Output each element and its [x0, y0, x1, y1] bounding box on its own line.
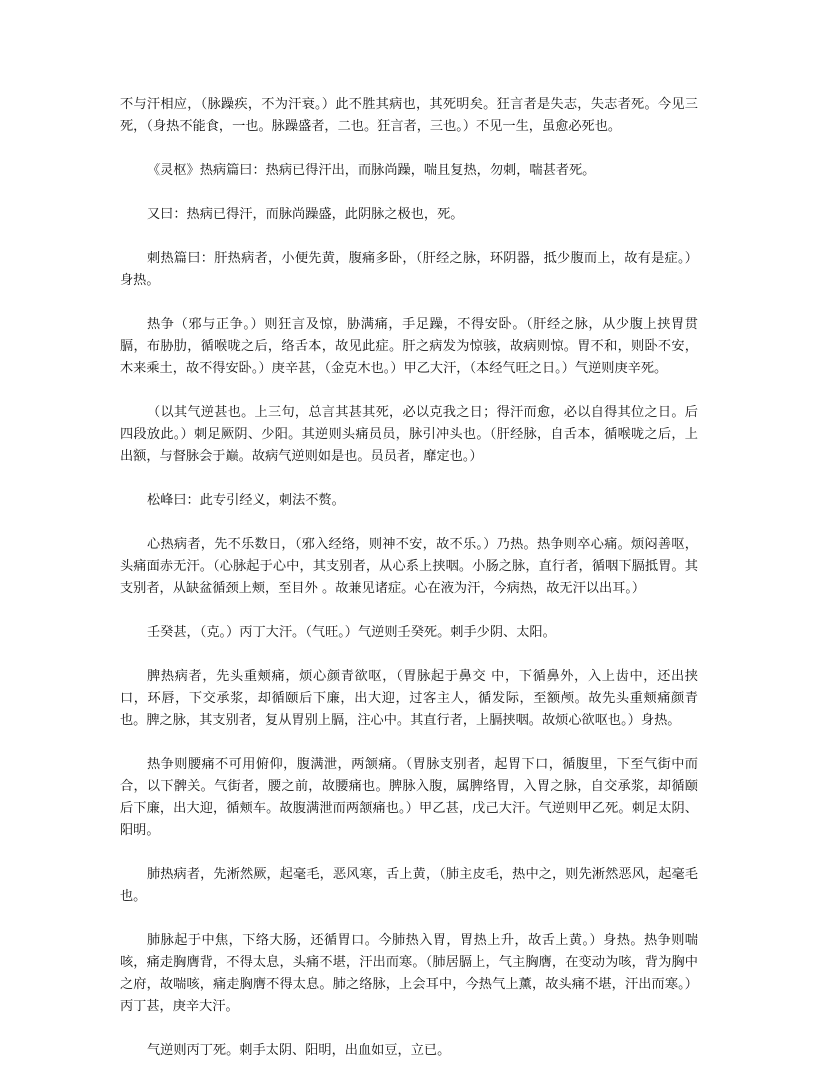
paragraph: 又曰：热病已得汗，而脉尚躁盛，此阴脉之极也，死。: [147, 207, 464, 222]
paragraph: 热争则腰痛不可用俯仰，腹满泄，两颔痛。（胃脉支别者，起胃下口，循腹里，下至气街中而合，以下髀关。气街者，腰之前，故腰痛也。脾脉入腹，属脾络胃，入胃之脉，自交承浆，却循颐后下廉，出大迎，循颊车。故腹满泄而两颔痛也。）甲乙甚，戊己大汗。气逆则甲乙死。刺足太阴、阳明。: [120, 757, 698, 838]
paragraph: 心热病者，先不乐数日，（邪入经络，则神不安，故不乐。）乃热。热争则卒心痛。烦闷善呕，头痛面赤无汗。（心脉起于心中，其支别者，从心系上挟咽。小肠之脉，直行者，循咽下膈抵胃。其支别者，从缺盆循颈上颊，至目外 。故兼见诸症。心在液为汗，今病热，故无汗以出耳。）: [120, 537, 698, 596]
paragraph: 壬癸甚，（克。）丙丁大汗。（气旺。）气逆则壬癸死。刺手少阴、太阳。: [147, 625, 556, 640]
paragraph: 不与汗相应，（脉躁疾，不为汗衰。）此不胜其病也，其死明矣。狂言者是失志，失志者死。今见三死，（身热不能食，一也。脉躁盛者，二也。狂言者，三也。）不见一生，虽愈必死也。: [120, 97, 698, 134]
paragraph: （以其气逆甚也。上三句，总言其甚其死，必以克我之日；得汗而愈，必以自得其位之日。后四段放此。）刺足厥阴、少阳。其逆则头痛员员，脉引冲头也。（肝经脉，自舌本，循喉咙之后，上出额，与督脉会于巅。故病气逆则如是也。员员者，靡定也。）: [120, 405, 698, 464]
paragraph: 肺脉起于中焦，下络大肠，还循胃口。今肺热入胃，胃热上升，故舌上黄。）身热。热争则喘咳，痛走胸膺背，不得太息，头痛不堪，汗出而寒。（肺居膈上，气主胸膺，在变动为咳，背为胸中之府，故喘咳，痛走胸膺不得太息。肺之络脉，上会耳中，今热气上薰，故头痛不堪，汗出而寒。）丙丁甚，庚辛大汗。: [120, 933, 698, 1014]
paragraph: 松峰曰：此专引经义，刺法不赘。: [147, 493, 345, 508]
paragraph: 肺热病者，先淅然厥，起毫毛，恶风寒，舌上黄，（肺主皮毛，热中之，则先淅然恶风，起毫毛也。: [120, 867, 698, 904]
document-page: [120, 94, 698, 1084]
paragraph: 刺热篇曰：肝热病者，小便先黄，腹痛多卧，（肝经之脉，环阴器，抵少腹而上，故有是症。）身热。: [120, 251, 698, 288]
paragraph: 气逆则丙丁死。刺手太阴、阳明，出血如豆，立已。: [147, 1043, 451, 1058]
paragraph: 《灵枢》热病篇曰：热病已得汗出，而脉尚躁，喘且复热，勿刺，喘甚者死。: [147, 163, 596, 178]
paragraph: 热争（邪与正争。）则狂言及惊，胁满痛，手足躁，不得安卧。（肝经之脉，从少腹上挟胃贯膈，布胁肋，循喉咙之后，络舌本，故见此症。肝之病发为惊骇，故病则惊。胃不和，则卧不安，木来乘土，故不得安卧。）庚辛甚，（金克木也。）甲乙大汗，（本经气旺之日。）气逆则庚辛死。: [120, 317, 698, 376]
paragraph: 脾热病者，先头重颊痛，烦心颜青欲呕，（胃脉起于鼻交 中，下循鼻外，入上齿中，还出挟口，环唇，下交承浆，却循颐后下廉，出大迎，过客主人，循发际，至额颅。故先头重颊痛颜青也。脾之脉，其支别者，复从胃别上膈，注心中。其直行者，上膈挟咽。故烦心欲呕也。）身热。: [120, 669, 698, 728]
